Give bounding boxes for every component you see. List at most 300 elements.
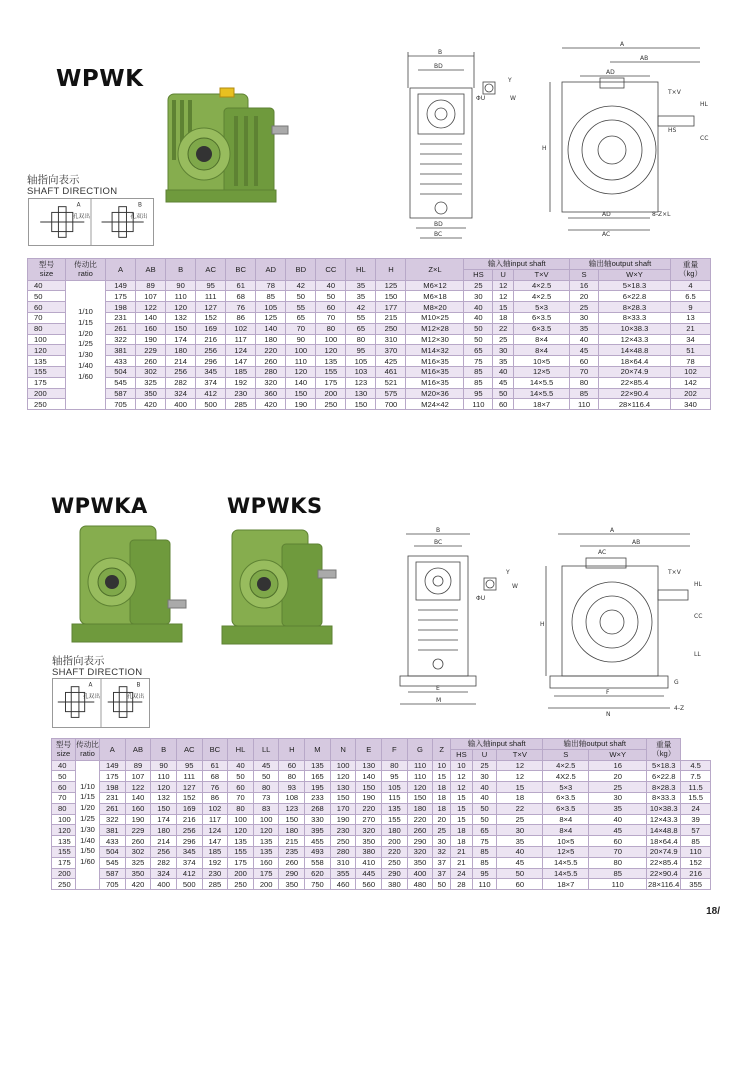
table-cell: 175 (253, 868, 279, 879)
table-cell: 169 (176, 803, 202, 814)
table-cell: 22×85.4 (647, 857, 681, 868)
table-cell: 4X2.5 (543, 771, 589, 782)
wpwk-side-drawing (398, 48, 528, 243)
col-tv: T×V (514, 269, 570, 280)
table-cell: 110 (589, 879, 647, 890)
table-cell: 480 (407, 879, 433, 890)
table-cell: 68 (226, 291, 256, 302)
table-cell: 5×18.3 (647, 760, 681, 771)
svg-text:BC: BC (434, 231, 443, 238)
table-cell: 89 (125, 760, 151, 771)
table-cell: 374 (196, 377, 226, 388)
table-cell: 705 (100, 879, 126, 890)
size-cell: 100 (28, 334, 66, 345)
size-cell: 50 (28, 291, 66, 302)
table-cell: 324 (166, 388, 196, 399)
table-cell: 18 (451, 836, 473, 847)
table-cell: 50 (253, 771, 279, 782)
table-row (28, 323, 711, 334)
table-cell: 198 (100, 782, 126, 793)
table-cell: 50 (286, 291, 316, 302)
wpwka-wpwks-spec-table (51, 738, 711, 890)
table-cell: 85 (464, 377, 493, 388)
table-cell: 50 (472, 814, 497, 825)
table-cell: 85 (472, 846, 497, 857)
table-cell: M12×30 (406, 334, 464, 345)
table-cell: 70 (286, 323, 316, 334)
size-cell: 250 (52, 879, 76, 890)
table-cell: 70 (570, 366, 599, 377)
table-row (52, 760, 711, 771)
col-wy: W×Y (599, 269, 671, 280)
table-cell: 370 (376, 345, 406, 356)
table-cell: 80 (228, 803, 254, 814)
table-cell: 80 (253, 782, 279, 793)
table-cell: 150 (346, 399, 376, 410)
table-cell: 15 (451, 814, 473, 825)
col-ad: AD (256, 259, 286, 281)
table-cell: 545 (106, 377, 136, 388)
table-cell: 18 (451, 825, 473, 836)
table-cell: 105 (256, 302, 286, 313)
size-cell: 120 (28, 345, 66, 356)
table-row (28, 399, 711, 410)
table-cell: 37 (433, 868, 451, 879)
table-cell: 192 (202, 857, 228, 868)
col-s: S (570, 269, 599, 280)
table-cell: 35 (497, 836, 543, 847)
table-row (28, 312, 711, 323)
table-row (28, 388, 711, 399)
table-cell: 360 (256, 388, 286, 399)
svg-text:孔双出: 孔双出 (72, 214, 91, 221)
col-bc: BC (202, 739, 228, 761)
table-cell: 320 (407, 846, 433, 857)
table-cell: 380 (356, 846, 382, 857)
table-row (28, 291, 711, 302)
table-cell: 14×5.5 (543, 857, 589, 868)
table-cell: 400 (166, 399, 196, 410)
table-cell: 111 (176, 771, 202, 782)
table-cell: 180 (151, 825, 177, 836)
table-cell: 22×90.4 (599, 388, 671, 399)
col-weight: 重量 （kg） (647, 739, 681, 761)
col-ratio: 传动比 ratio (76, 740, 99, 759)
table-cell: 12×43.3 (599, 334, 671, 345)
table-cell: 24 (451, 868, 473, 879)
table-cell: 45 (589, 825, 647, 836)
table-cell: 558 (305, 857, 331, 868)
table-cell: 420 (125, 879, 151, 890)
table-cell: 110 (681, 846, 711, 857)
col-h: H (376, 259, 406, 281)
table-cell: M20×36 (406, 388, 464, 399)
ratio-cell: 1/10 1/15 1/20 1/25 1/30 1/40 1/50 1/60 (76, 760, 100, 890)
table-cell: 100 (330, 760, 356, 771)
table-cell: 30 (464, 291, 493, 302)
col-a: A (100, 739, 126, 761)
size-cell: 80 (28, 323, 66, 334)
table-cell: 105 (382, 782, 408, 793)
table-cell: 493 (305, 846, 331, 857)
table-cell: 16 (589, 760, 647, 771)
col-output-shaft: 输出轴output shaft (570, 259, 671, 270)
table-cell: 135 (382, 803, 408, 814)
table-cell: 149 (106, 280, 136, 291)
table-cell: 270 (356, 814, 382, 825)
table-cell: 135 (228, 836, 254, 847)
table-cell: 50 (472, 803, 497, 814)
table-cell: 150 (151, 803, 177, 814)
table-cell: 40 (589, 814, 647, 825)
table-cell: 75 (472, 836, 497, 847)
table-cell: 102 (202, 803, 228, 814)
table-cell: 11.5 (681, 782, 711, 793)
table-cell: 268 (305, 803, 331, 814)
col-u: U (493, 269, 514, 280)
table-cell: 130 (330, 782, 356, 793)
table-cell: 152 (176, 792, 202, 803)
table-cell: 135 (305, 760, 331, 771)
table-row (52, 836, 711, 847)
table-cell: 90 (286, 334, 316, 345)
svg-text:A: A (76, 202, 81, 209)
table-cell: 455 (305, 836, 331, 847)
table-cell: 50 (493, 388, 514, 399)
table-cell: 460 (330, 879, 356, 890)
table-cell: 50 (497, 868, 543, 879)
svg-text:BC: BC (434, 539, 443, 546)
table-cell: M16×35 (406, 356, 464, 367)
table-cell: 140 (125, 792, 151, 803)
table-cell: 280 (256, 366, 286, 377)
table-cell: 45 (253, 760, 279, 771)
col-hl: HL (346, 259, 376, 281)
table-cell: 160 (136, 323, 166, 334)
size-cell: 200 (28, 388, 66, 399)
table-cell: 10 (451, 760, 473, 771)
table-cell: 28×116.4 (599, 399, 671, 410)
svg-text:孔双出: 孔双出 (82, 694, 101, 701)
table-cell: 130 (346, 388, 376, 399)
table-cell: 18 (433, 782, 451, 793)
table-cell: 296 (196, 356, 226, 367)
col-ab: AB (125, 739, 151, 761)
table-cell: 150 (376, 291, 406, 302)
table-cell: 8×28.3 (599, 302, 671, 313)
table-cell: 130 (356, 760, 382, 771)
col-tv: T×V (497, 749, 543, 760)
table-cell: 229 (125, 825, 151, 836)
size-cell: 60 (28, 302, 66, 313)
table-cell: 35 (570, 323, 599, 334)
table-cell: 256 (176, 825, 202, 836)
table-cell: 215 (376, 312, 406, 323)
svg-text:LL: LL (694, 651, 701, 658)
table-cell: M14×32 (406, 345, 464, 356)
table-cell: 124 (226, 345, 256, 356)
svg-text:A: A (610, 527, 615, 534)
col-u: U (472, 749, 497, 760)
table-cell: 6×3.5 (514, 312, 570, 323)
table-cell: 80 (589, 857, 647, 868)
table-cell: M6×12 (406, 280, 464, 291)
table-cell: 18×64.4 (647, 836, 681, 847)
col-ll: LL (253, 739, 279, 761)
table-cell: 22×90.4 (647, 868, 681, 879)
table-cell: 355 (330, 868, 356, 879)
table-cell: 18×7 (514, 399, 570, 410)
table-cell: 22 (493, 323, 514, 334)
svg-text:T×V: T×V (668, 89, 681, 96)
table-cell: 345 (176, 846, 202, 857)
table-cell: 124 (202, 825, 228, 836)
table-cell: 15 (451, 792, 473, 803)
table-cell: 504 (100, 846, 126, 857)
table-cell: 381 (106, 345, 136, 356)
table-cell: 330 (305, 814, 331, 825)
svg-text:BD: BD (434, 63, 443, 70)
table-cell: 310 (330, 857, 356, 868)
table-cell: 60 (279, 760, 305, 771)
table-cell: 6×22.8 (599, 291, 671, 302)
table-cell: 30 (433, 836, 451, 847)
table-cell: 76 (226, 302, 256, 313)
table-cell: 12 (493, 280, 514, 291)
table-cell: 20×74.9 (599, 366, 671, 377)
table-cell: 545 (100, 857, 126, 868)
table-cell: 190 (125, 814, 151, 825)
table-cell: 325 (136, 377, 166, 388)
table-cell: 12 (497, 760, 543, 771)
col-hs: HS (464, 269, 493, 280)
table-cell: 18×64.4 (599, 356, 671, 367)
table-cell: 60 (570, 356, 599, 367)
size-cell: 60 (52, 782, 76, 793)
table-cell: M6×18 (406, 291, 464, 302)
table-cell: 22 (497, 803, 543, 814)
table-cell: 25 (433, 825, 451, 836)
table-cell: 8×28.3 (647, 782, 681, 793)
svg-text:M: M (436, 697, 442, 704)
table-cell: 68 (202, 771, 228, 782)
table-cell: 50 (316, 291, 346, 302)
svg-text:W: W (510, 95, 516, 102)
table-cell: 61 (226, 280, 256, 291)
size-cell: 175 (52, 857, 76, 868)
table-cell: 290 (382, 868, 408, 879)
table-cell: M16×35 (406, 366, 464, 377)
table-cell: 320 (256, 377, 286, 388)
table-cell: 37 (433, 857, 451, 868)
svg-text:AD: AD (606, 69, 615, 76)
table-cell: 10×38.3 (599, 323, 671, 334)
table-cell: 14×48.8 (599, 345, 671, 356)
table-cell: 220 (407, 814, 433, 825)
table-cell: 4×2.5 (514, 291, 570, 302)
table-cell: 410 (356, 857, 382, 868)
table-cell: 220 (256, 345, 286, 356)
table-cell: 350 (136, 388, 166, 399)
table-cell: 142 (671, 377, 711, 388)
table-cell: 280 (330, 846, 356, 857)
table-row (28, 366, 711, 377)
table-cell: 50 (464, 323, 493, 334)
table-cell: 55 (286, 302, 316, 313)
table-cell: 89 (136, 280, 166, 291)
table-cell: 4×2.5 (543, 760, 589, 771)
title-wpwka: WPWKA (51, 494, 148, 518)
table-cell: M16×35 (406, 377, 464, 388)
table-row (52, 825, 711, 836)
table-cell: 25 (497, 814, 543, 825)
table-cell: 14×5.5 (514, 388, 570, 399)
table-cell: 180 (279, 825, 305, 836)
table-cell: 135 (253, 836, 279, 847)
table-cell: 60 (316, 302, 346, 313)
table-cell: 135 (316, 356, 346, 367)
table-row (28, 345, 711, 356)
table-cell: 220 (382, 846, 408, 857)
table-cell: 5×3 (543, 782, 589, 793)
table-cell: 25 (472, 760, 497, 771)
ratio-cell: 1/10 1/15 1/20 1/25 1/30 1/40 1/60 (66, 280, 106, 410)
col-ac: AC (196, 259, 226, 281)
table-cell: 282 (166, 377, 196, 388)
table-cell: 12 (451, 782, 473, 793)
svg-text:A: A (620, 41, 625, 48)
col-ratio: 传动比 ratio (66, 259, 106, 281)
table-cell: 160 (125, 803, 151, 814)
table-cell: 374 (176, 857, 202, 868)
svg-text:Y: Y (508, 77, 512, 84)
size-cell: 40 (28, 280, 66, 291)
table-cell: 296 (176, 836, 202, 847)
table-cell: 140 (136, 312, 166, 323)
shaft-direction-label-bottom: 轴指向表示 SHAFT DIRECTION (52, 655, 143, 678)
col-e: E (356, 739, 382, 761)
table-cell: 110 (407, 771, 433, 782)
table-cell: 125 (376, 280, 406, 291)
size-cell: 120 (52, 825, 76, 836)
size-cell: 175 (28, 377, 66, 388)
table-cell: 80 (316, 323, 346, 334)
table-cell: 85 (681, 836, 711, 847)
table-cell: 185 (226, 366, 256, 377)
table-cell: 282 (151, 857, 177, 868)
table-cell: 8×4 (543, 814, 589, 825)
table-cell: 150 (356, 782, 382, 793)
table-cell: 12 (493, 291, 514, 302)
table-cell: M12×28 (406, 323, 464, 334)
table-cell: 149 (100, 760, 126, 771)
table-cell: 150 (166, 323, 196, 334)
table-cell: 14×48.8 (647, 825, 681, 836)
table-cell: 8×4 (543, 825, 589, 836)
table-cell: 174 (151, 814, 177, 825)
table-cell: 35 (346, 280, 376, 291)
table-row (28, 334, 711, 345)
svg-text:孔双出: 孔双出 (126, 694, 145, 701)
table-cell: 9 (671, 302, 711, 313)
table-cell: 15 (451, 803, 473, 814)
table-cell: 7.5 (681, 771, 711, 782)
table-cell: 230 (330, 825, 356, 836)
table-cell: 500 (196, 399, 226, 410)
col-hl: HL (228, 739, 254, 761)
table-cell: 40 (570, 334, 599, 345)
table-cell: 155 (382, 814, 408, 825)
table-cell: 13 (671, 312, 711, 323)
table-cell: 40 (228, 760, 254, 771)
size-cell: 80 (52, 803, 76, 814)
col-wy: W×Y (589, 749, 647, 760)
svg-text:AC: AC (598, 549, 607, 556)
table-cell: 80 (570, 377, 599, 388)
table-cell: 39 (681, 814, 711, 825)
table-row (52, 792, 711, 803)
table-cell: 65 (464, 345, 493, 356)
col-b: B (151, 739, 177, 761)
table-cell: 60 (589, 836, 647, 847)
table-cell: 140 (286, 377, 316, 388)
table-cell: 345 (196, 366, 226, 377)
wpwks-side-drawing (396, 526, 536, 716)
table-cell: 260 (136, 356, 166, 367)
table-cell: 110 (166, 291, 196, 302)
table-cell: 175 (316, 377, 346, 388)
table-cell: 103 (346, 366, 376, 377)
table-cell: 8×4 (514, 334, 570, 345)
table-cell: 261 (100, 803, 126, 814)
table-cell: 216 (196, 334, 226, 345)
table-cell: 20×74.9 (647, 846, 681, 857)
table-cell: 85 (589, 868, 647, 879)
table-cell: 229 (136, 345, 166, 356)
col-weight: 重量 （kg） (671, 259, 711, 281)
table-cell: 412 (196, 388, 226, 399)
wpwk-gearbox-photo (160, 86, 290, 208)
table-cell: 93 (279, 782, 305, 793)
table-cell: 100 (228, 814, 254, 825)
table-cell: 175 (106, 291, 136, 302)
table-cell: 185 (202, 846, 228, 857)
table-cell: 504 (106, 366, 136, 377)
size-cell: 200 (52, 868, 76, 879)
svg-text:孔双出: 孔双出 (130, 214, 148, 221)
table-cell: 45 (570, 345, 599, 356)
svg-text:A: A (88, 682, 93, 689)
svg-text:HS: HS (668, 127, 677, 134)
size-cell: 50 (52, 771, 76, 782)
table-row (52, 846, 711, 857)
table-cell: 200 (228, 868, 254, 879)
table-cell: 21 (451, 857, 473, 868)
table-cell: 80 (382, 760, 408, 771)
table-cell: 5×3 (514, 302, 570, 313)
table-cell: 42 (286, 280, 316, 291)
size-cell: 70 (52, 792, 76, 803)
table-cell: 165 (305, 771, 331, 782)
table-cell: 76 (202, 782, 228, 793)
table-cell: 120 (228, 825, 254, 836)
table-cell: 160 (253, 857, 279, 868)
table-cell: 381 (100, 825, 126, 836)
table-cell: 65 (472, 825, 497, 836)
table-cell: 380 (382, 879, 408, 890)
table-cell: 100 (253, 814, 279, 825)
table-row (52, 803, 711, 814)
